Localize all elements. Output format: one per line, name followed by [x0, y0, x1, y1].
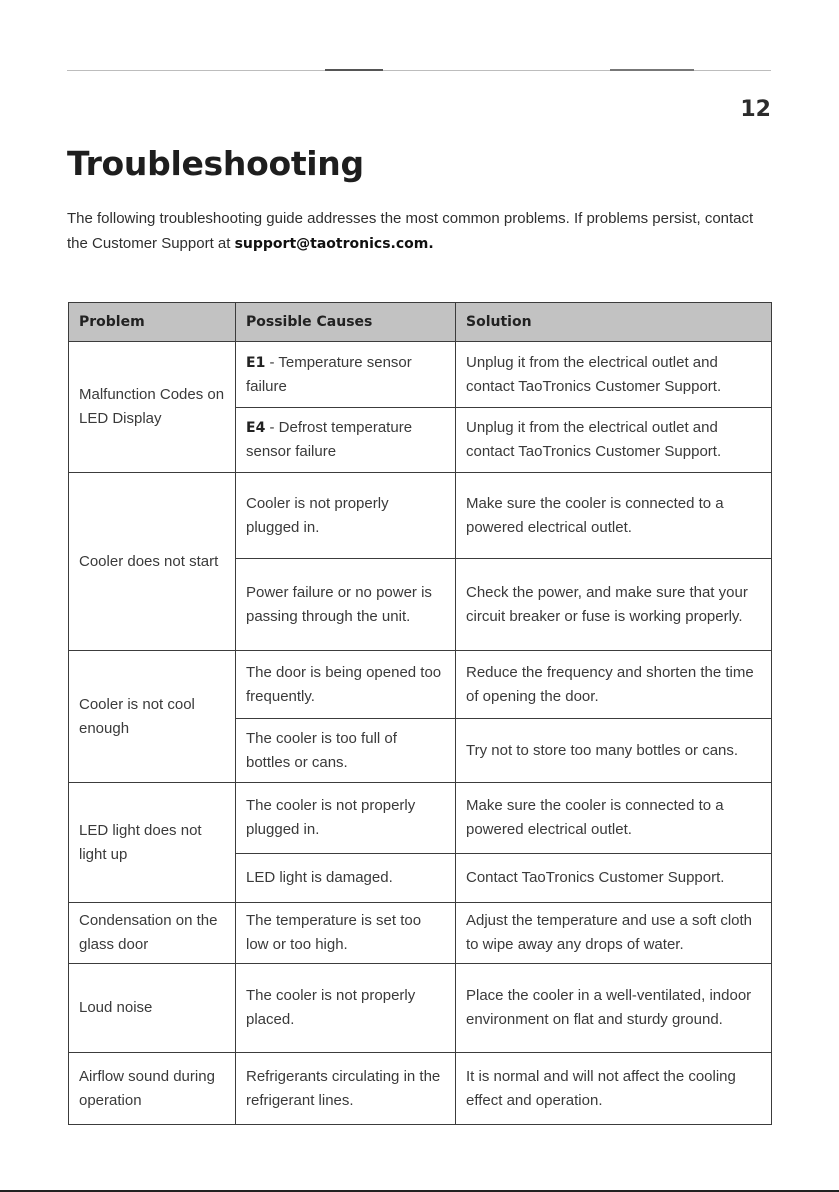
error-code: E1	[246, 354, 266, 371]
header-rule-accent	[610, 69, 694, 71]
solution-cell: Try not to store too many bottles or cans.	[456, 719, 772, 783]
problem-cell: Airflow sound during operation	[69, 1053, 236, 1125]
cause-cell	[236, 342, 456, 408]
problem-cell: Malfunction Codes on LED Display	[69, 342, 236, 473]
cause-cell: The door is being opened too frequently.	[236, 651, 456, 719]
solution-cell: Make sure the cooler is connected to a powered electrical outlet.	[456, 783, 772, 854]
problem-cell: Condensation on the glass door	[69, 903, 236, 964]
table-row	[69, 651, 772, 719]
column-header-problem: Problem	[69, 303, 236, 342]
intro-paragraph	[67, 206, 775, 257]
cause-cell: Refrigerants circulating in the refrigerant lines.	[236, 1053, 456, 1125]
solution-cell: Contact TaoTronics Customer Support.	[456, 854, 772, 903]
problem-cell: Cooler does not start	[69, 473, 236, 651]
solution-cell: Make sure the cooler is connected to a powered electrical outlet.	[456, 473, 772, 559]
solution-cell: Unplug it from the electrical outlet and contact TaoTronics Customer Support.	[456, 408, 772, 473]
page-title: Troubleshooting	[67, 144, 364, 183]
column-header-solution: Solution	[456, 303, 772, 342]
table-row	[69, 342, 772, 408]
table-row	[69, 783, 772, 854]
support-email: support@taotronics.com.	[234, 236, 434, 252]
intro-text: The following troubleshooting guide addresses the most common problems. If problems persist, contact the Customer Support at	[67, 210, 754, 252]
cause-cell: The cooler is too full of bottles or cans.	[236, 719, 456, 783]
problem-cell: Cooler is not cool enough	[69, 651, 236, 783]
solution-cell: It is normal and will not affect the cooling effect and operation.	[456, 1053, 772, 1125]
page-number: 12	[740, 97, 771, 122]
troubleshooting-table	[68, 302, 772, 1125]
cause-cell: The cooler is not properly placed.	[236, 964, 456, 1053]
solution-cell: Check the power, and make sure that your circuit breaker or fuse is working properly.	[456, 559, 772, 651]
table-row	[69, 473, 772, 559]
problem-cell: Loud noise	[69, 964, 236, 1053]
table-row	[69, 964, 772, 1053]
cause-text: - Temperature sensor failure	[246, 353, 412, 395]
cause-cell: Cooler is not properly plugged in.	[236, 473, 456, 559]
table-header-row	[69, 303, 772, 342]
solution-cell: Unplug it from the electrical outlet and contact TaoTronics Customer Support.	[456, 342, 772, 408]
cause-cell: Power failure or no power is passing through the unit.	[236, 559, 456, 651]
solution-cell: Reduce the frequency and shorten the time of opening the door.	[456, 651, 772, 719]
problem-cell: LED light does not light up	[69, 783, 236, 903]
solution-cell: Place the cooler in a well-ventilated, indoor environment on flat and sturdy ground.	[456, 964, 772, 1053]
table-row	[69, 1053, 772, 1125]
error-code: E4	[246, 420, 266, 436]
header-rule-accent	[325, 69, 383, 71]
solution-cell: Adjust the temperature and use a soft cloth to wipe away any drops of water.	[456, 903, 772, 964]
cause-cell: The cooler is not properly plugged in.	[236, 783, 456, 854]
cause-text: - Defrost temperature sensor failure	[246, 419, 413, 460]
cause-cell	[236, 408, 456, 473]
table-row	[69, 903, 772, 964]
cause-cell: The temperature is set too low or too high.	[236, 903, 456, 964]
cause-cell: LED light is damaged.	[236, 854, 456, 903]
column-header-causes: Possible Causes	[236, 303, 456, 342]
